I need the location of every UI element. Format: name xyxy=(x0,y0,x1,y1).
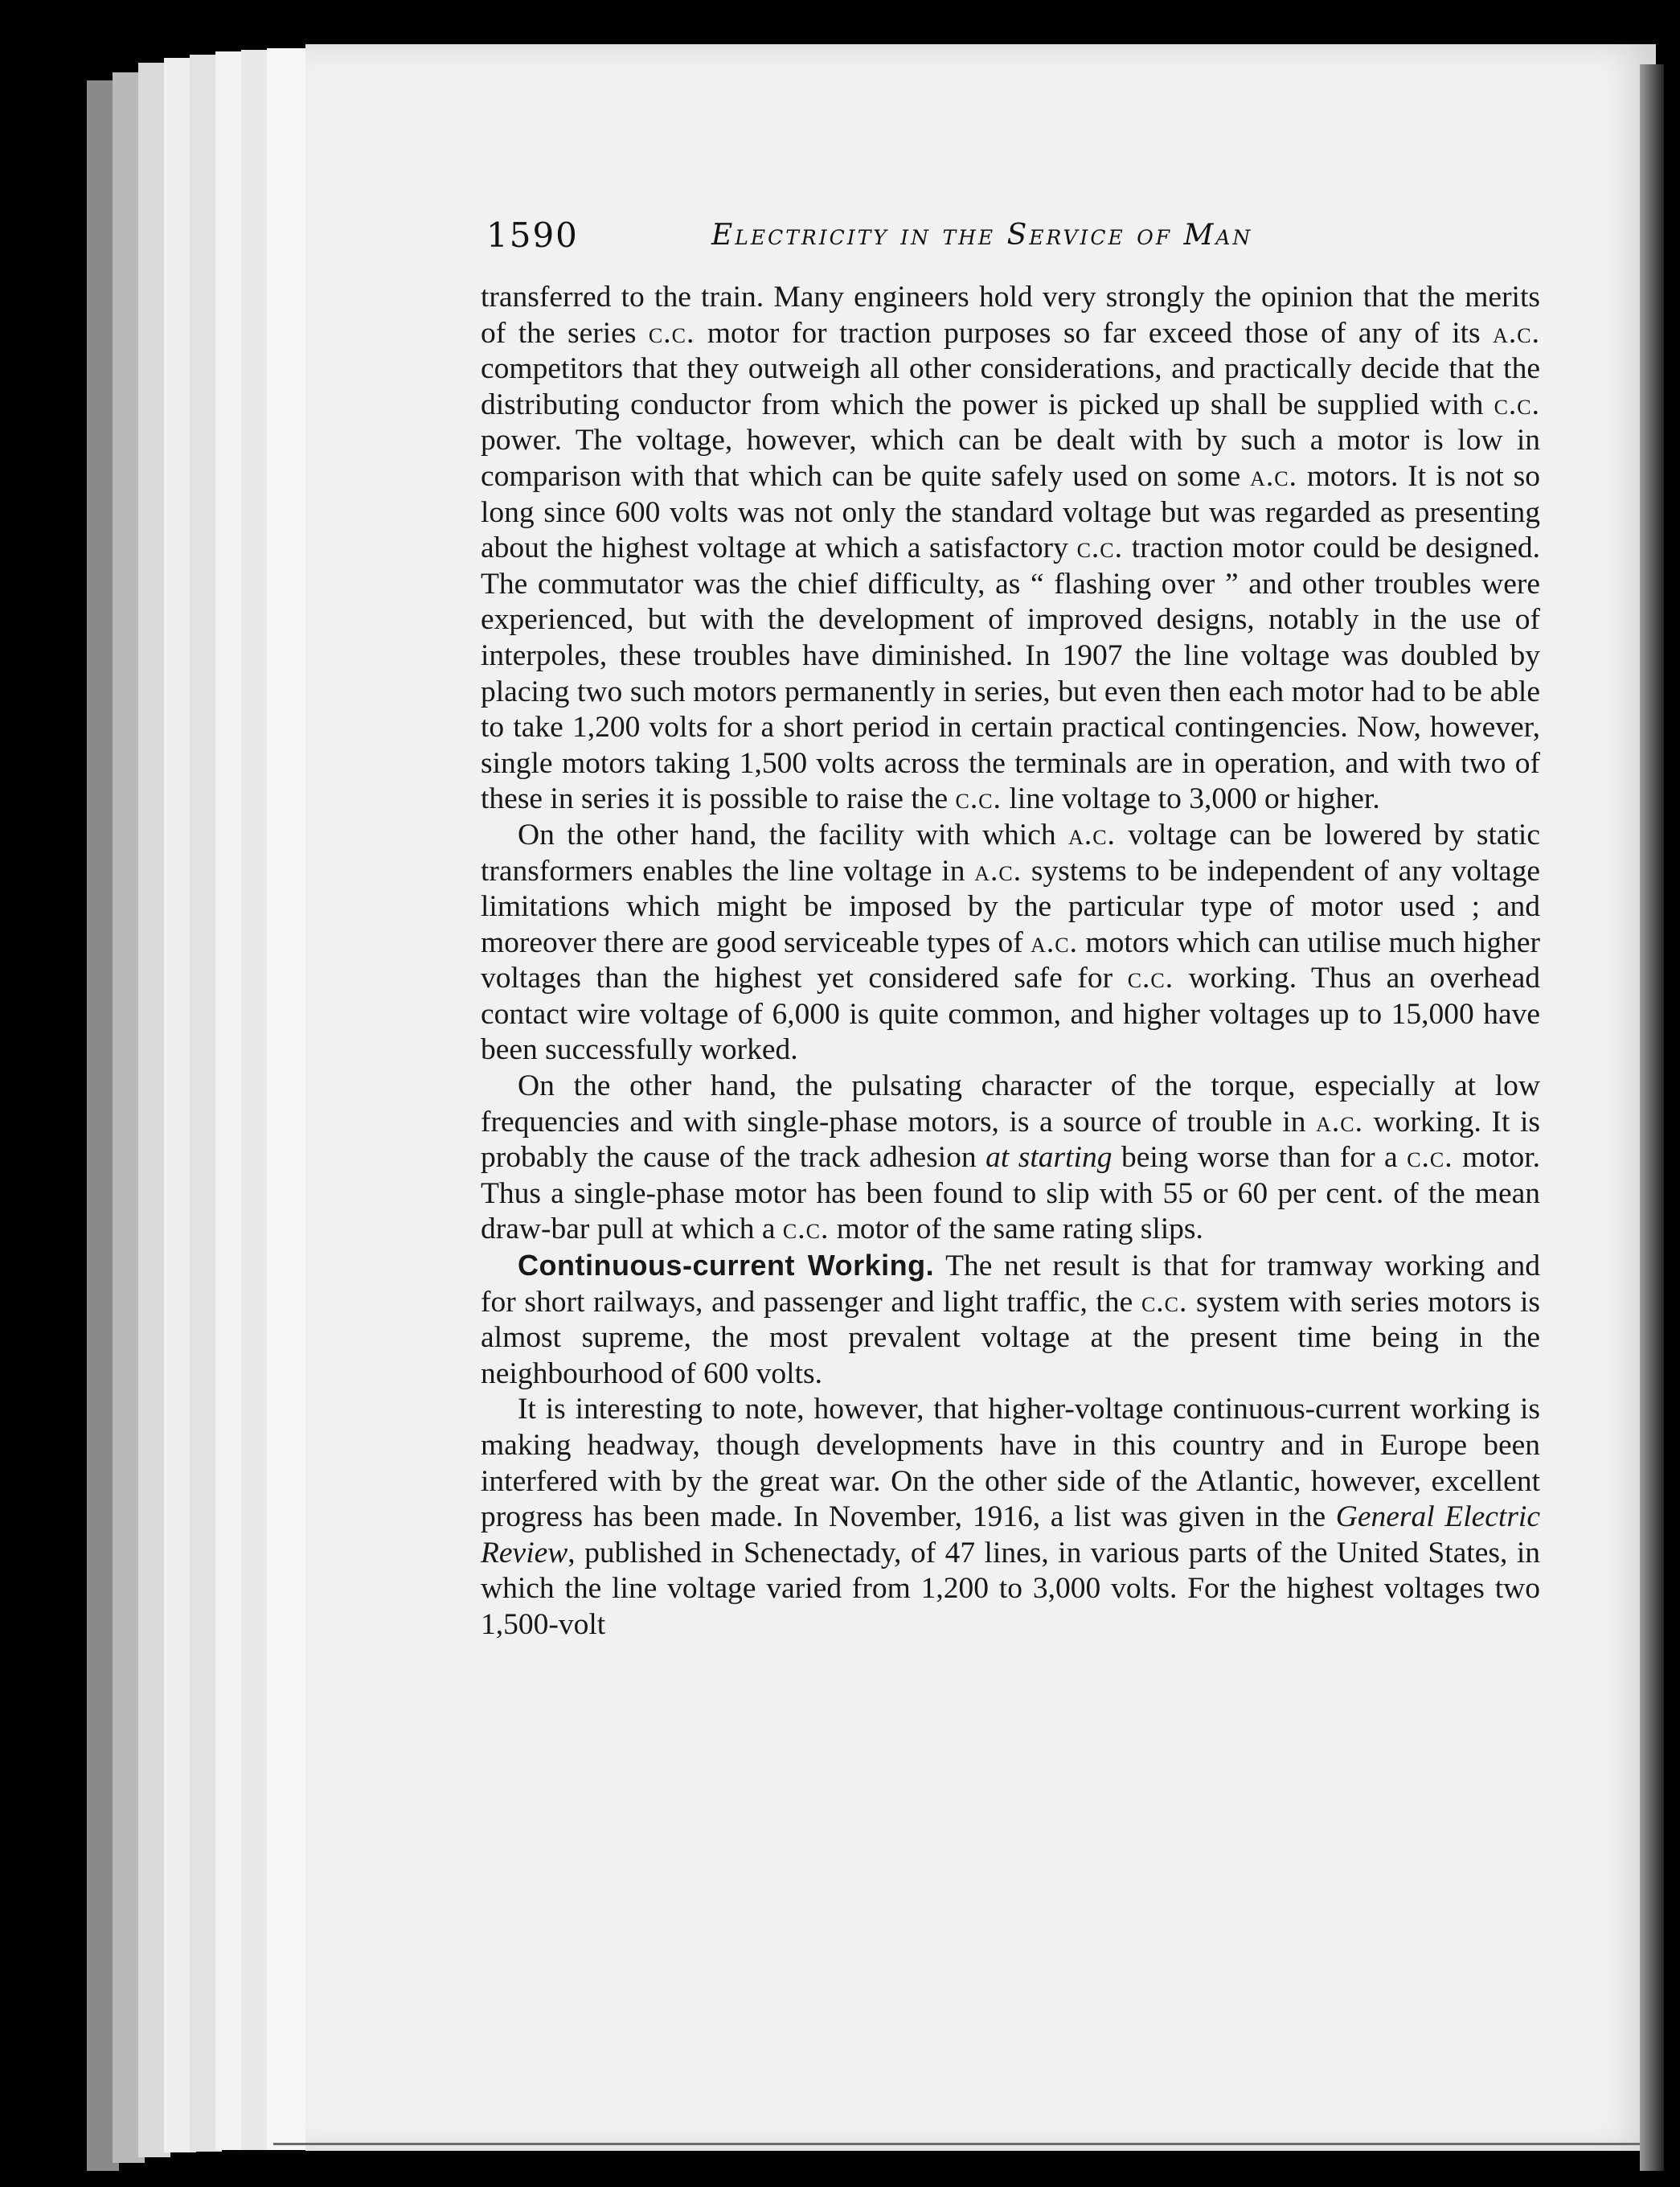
abbreviation: c.c. xyxy=(955,782,1002,816)
text-run: On the other hand, the pulsating character of the torque, especially at low frequencies and with single-phase motors, is a source of trouble in xyxy=(481,1069,1540,1139)
text-run: competitors that they outweigh all other considerations, and practically decide that the distributing conductor from which the power is picked up shall be supplied with xyxy=(481,352,1540,421)
paragraph xyxy=(481,280,1540,818)
text-run: motors. It is not so long since 600 volts was not only the standard voltage but was regarded as presenting about the highest voltage at which a satisfactory xyxy=(481,459,1540,565)
abbreviation: a.c. xyxy=(1250,459,1298,493)
text-run: working. It is probably the cause of the track adhesion xyxy=(481,1105,1540,1175)
abbreviation: c.c. xyxy=(1407,1141,1453,1175)
abbreviation: c.c. xyxy=(1141,1285,1188,1319)
text-run: power. The voltage, however, which can be dealt with by such a motor is low in comparison with that which can be quite safely used on some xyxy=(481,424,1540,493)
text-run: working. Thus an overhead contact wire voltage of 6,000 is quite common, and higher voltages up to 15,000 have been successfully worked. xyxy=(481,962,1540,1067)
abbreviation: c.c. xyxy=(782,1212,830,1246)
running-title: Electricity in the Service of Man xyxy=(711,219,1253,252)
paragraph xyxy=(481,1392,1540,1643)
paragraph xyxy=(481,1069,1540,1248)
text-run: The net result is that for tramway working and for short railways, and passenger and light traffic, the xyxy=(481,1249,1541,1319)
text-run: system with series motors is almost supreme, the most prevalent voltage at the present time being in the neighbourhood of 600 volts. xyxy=(481,1285,1540,1390)
paragraph-continuous-current-working xyxy=(481,1248,1540,1392)
text-run: being worse than for a xyxy=(1112,1141,1408,1175)
abbreviation: a.c. xyxy=(1316,1105,1363,1139)
abbreviation: c.c. xyxy=(1494,388,1540,421)
abbreviation: a.c. xyxy=(1493,316,1540,350)
book-gutter-shadow xyxy=(1640,64,1664,2171)
text-run: traction motor could be designed. The commutator was the chief difficulty, as “ flashing over ” and other troubles were experienced, but with the development of improved designs, notably in the use of interpoles, these troubles have diminished. In 1907 the line voltage was doubled by placing two such motors permanently in series, but even then each motor had to be able to take 1,200 volts for a short period in certain practical contingencies. Now, however, single motors taking 1,500 volts across the terminals are in operation, and with two of these in series it is possible to raise the xyxy=(481,531,1540,816)
page-number: 1590 xyxy=(486,215,579,255)
text-run: motor of the same rating slips. xyxy=(829,1212,1203,1246)
text-run: systems to be independent of any voltage limitations which might be imposed by the particular type of motor used ; and moreover there are good serviceable types of xyxy=(481,854,1540,959)
page-header xyxy=(486,215,1306,264)
italic-text: General Electric Review xyxy=(481,1500,1540,1569)
abbreviation: a.c. xyxy=(1031,925,1079,959)
text-run: , published in Schenectady, of 47 lines, in various parts of the United States, in which the line voltage varied from 1,200 to 3,000 volts. For the highest voltages two 1,500-volt xyxy=(481,1536,1540,1641)
abbreviation: c.c. xyxy=(648,316,695,350)
abbreviation: c.c. xyxy=(1076,531,1124,565)
italic-text: at starting xyxy=(985,1141,1112,1175)
body-text xyxy=(481,280,1540,1643)
page-bottom-edge xyxy=(273,2143,1640,2145)
text-run: line voltage to 3,000 or higher. xyxy=(1001,782,1380,816)
abbreviation: a.c. xyxy=(1068,818,1116,851)
text-run: transferred to the train. Many engineers hold very strongly the opinion that the merits of the series xyxy=(481,281,1540,350)
text-run: It is interesting to note, however, that higher-voltage continuous-current working is making headway, though developments have in this country and in Europe been interfered with by the great war. On the other side of the Atlantic, however, excellent progress has been made. In November, 1916, a list was given in the xyxy=(481,1393,1540,1534)
abbreviation: a.c. xyxy=(974,854,1022,888)
text-run: motors which can utilise much higher voltages than the highest yet considered safe for xyxy=(481,925,1540,995)
text-run: motor for traction purposes so far exceed those of any of its xyxy=(695,316,1494,350)
side-heading: Continuous-current Working. xyxy=(518,1249,935,1282)
abbreviation: c.c. xyxy=(1127,962,1174,995)
text-run: voltage can be lowered by static transformers enables the line voltage in xyxy=(481,818,1540,888)
text-run: On the other hand, the facility with which xyxy=(518,818,1069,851)
paragraph xyxy=(481,818,1540,1069)
text-run: motor. Thus a single-phase motor has been found to slip with 55 or 60 per cent. of the mean draw-bar pull at which a xyxy=(481,1141,1540,1246)
